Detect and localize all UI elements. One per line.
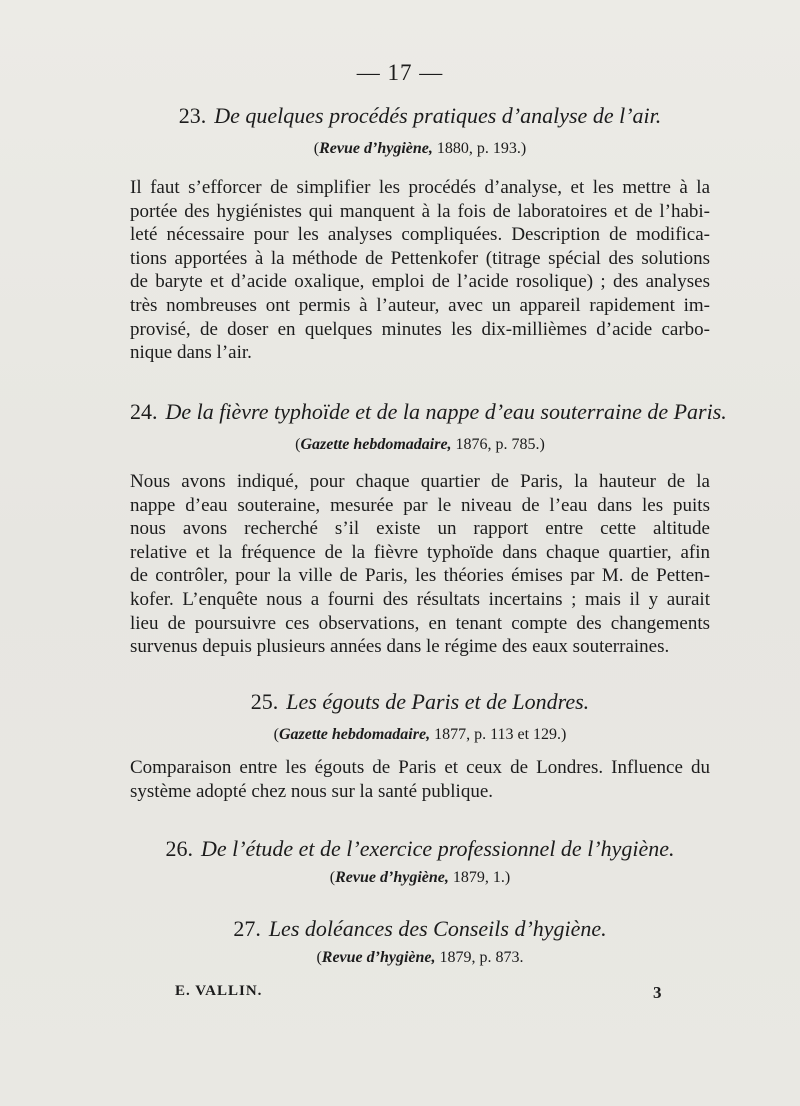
- body-line: nappe d’eau souteraine, mesurée par le niveau de l’eau dans les puits: [130, 494, 710, 516]
- source-details: 1877, p. 113 et 129.): [434, 726, 567, 743]
- entry-body: [130, 176, 710, 365]
- entry-title: [130, 915, 710, 943]
- entry-25: [130, 688, 710, 803]
- body-line: relative et la fréquence de la fièvre typhoïde dans chaque quartier, afin: [130, 541, 710, 563]
- source-publication: Revue d’hygiène,: [321, 949, 436, 966]
- body-line: très nombreuses ont permis à l’auteur, avec un appareil rapidement im-: [130, 294, 710, 316]
- entry-title: [130, 102, 710, 130]
- body-line: nique dans l’air.: [130, 342, 252, 364]
- entry-number: 26.: [165, 836, 193, 861]
- entry-title-text: De l’étude et de l’exercice professionnel de l’hygiène.: [200, 836, 675, 861]
- body-line: nous avons recherché s’il existe un rapport entre cette altitude: [130, 518, 710, 540]
- entry-27: [130, 915, 710, 969]
- body-line: portée des hygiénistes qui manquent à la fois de laboratoires et de l’habi-: [130, 200, 710, 222]
- source-publication: Gazette hebdomadaire,: [278, 726, 431, 743]
- body-line: kofer. L’enquête nous a fourni des résultats incertains ; mais il y aurait: [130, 588, 710, 610]
- source-details: 1880, p. 193.): [436, 140, 527, 157]
- body-line: provisé, de doser en quelques minutes les dix-millièmes d’acide carbo-: [130, 318, 710, 340]
- body-line: leté nécessaire pour les analyses compliquées. Description de modifica-: [130, 224, 710, 246]
- source-details: 1879, p. 873.: [439, 949, 524, 966]
- entry-body: [130, 470, 710, 659]
- entry-number: 27.: [233, 916, 261, 941]
- body-line: de baryte et d’acide oxalique, emploi de l’acide rosolique) ; des analyses: [130, 271, 710, 293]
- entry-23: [130, 102, 710, 365]
- entry-title-text: Les doléances des Conseils d’hygiène.: [268, 916, 607, 941]
- body-line: Comparaison entre les égouts de Paris et ceux de Londres. Influence du: [130, 757, 710, 778]
- body-line: survenus depuis plusieurs années dans le régime des eaux souterraines.: [130, 636, 670, 658]
- entry-title-text: De la fièvre typhoïde et de la nappe d’eau souterraine de Paris.: [165, 399, 727, 424]
- entry-number: 24.: [130, 399, 158, 424]
- source-details: 1879, 1.): [452, 869, 511, 886]
- entry-24: [130, 398, 727, 659]
- body-line: Il faut s’efforcer de simplifier les procédés d’analyse, et les mettre à la: [130, 177, 710, 198]
- entry-title-text: Les égouts de Paris et de Londres.: [286, 689, 590, 714]
- entry-title: [130, 398, 727, 426]
- source-publication: Revue d’hygiène,: [335, 869, 449, 886]
- entry-title: [130, 688, 710, 716]
- source-details: 1876, p. 785.): [455, 436, 545, 453]
- footer-author: E. VALLIN.: [175, 983, 263, 999]
- entry-source: (Revue d’hygiène, 1879, 1.): [329, 869, 511, 886]
- entry-source: (Revue d’hygiène, 1880, p. 193.): [313, 140, 527, 157]
- entry-source: (Revue d’hygiène, 1879, p. 873.: [316, 949, 524, 966]
- entry-title: [130, 835, 710, 863]
- body-line: lieu de poursuivre ces observations, en tenant compte des changements: [130, 612, 710, 634]
- entry-26: [130, 835, 710, 889]
- body-line: Nous avons indiqué, pour chaque quartier de Paris, la hauteur de la: [130, 471, 710, 492]
- entry-source: (Gazette hebdomadaire, 1877, p. 113 et 129.): [273, 726, 567, 743]
- body-line: tions apportées à la méthode de Pettenkofer (titrage spécial des solutions: [130, 247, 710, 269]
- entry-source: (Gazette hebdomadaire, 1876, p. 785.): [295, 436, 545, 453]
- signature-mark: 3: [653, 983, 662, 1002]
- entry-title-text: De quelques procédés pratiques d’analyse de l’air.: [214, 103, 662, 128]
- body-line: système adopté chez nous sur la santé publique.: [130, 780, 494, 802]
- page-number: — 17 —: [356, 60, 444, 85]
- entry-number: 25.: [250, 689, 279, 714]
- source-publication: Gazette hebdomadaire,: [300, 436, 452, 453]
- entry-number: 23.: [178, 103, 207, 128]
- body-line: de contrôler, pour la ville de Paris, les théories émises par M. de Petten-: [130, 565, 710, 587]
- entry-body: [130, 756, 710, 803]
- source-publication: Revue d’hygiène,: [319, 140, 433, 157]
